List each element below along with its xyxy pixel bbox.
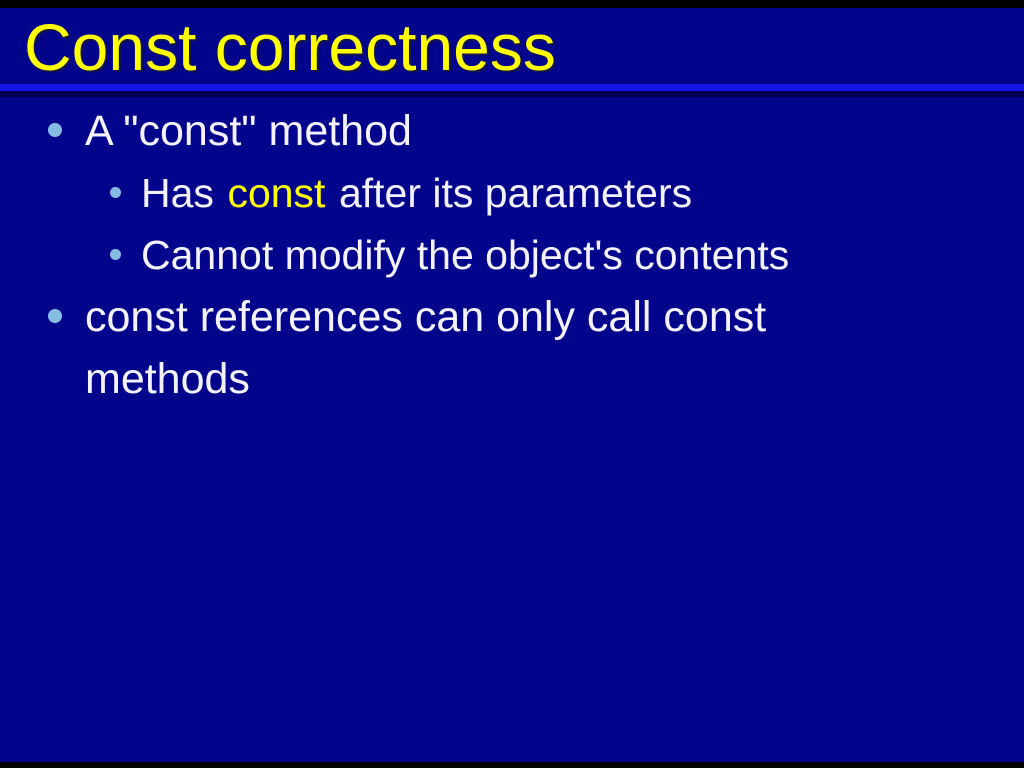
bullet-icon <box>110 249 121 260</box>
bullet-icon <box>48 309 62 323</box>
bullet-item <box>0 224 1024 286</box>
bullet-item <box>0 286 1024 410</box>
bullet-item <box>0 162 1024 224</box>
slide-title: Const correctness <box>24 10 556 84</box>
slide-background <box>0 8 1024 762</box>
keyword-highlight: const <box>227 170 326 216</box>
bullet-text-pre: Has <box>141 170 214 216</box>
bullet-text: const references can only call const methods <box>85 293 767 403</box>
bullet-icon <box>48 123 62 137</box>
bullet-text: Cannot modify the object's contents <box>141 232 790 278</box>
bullet-icon <box>110 187 121 198</box>
title-underline <box>0 84 1024 97</box>
bullet-item <box>0 100 1024 162</box>
bullet-text: A "const" method <box>85 107 412 155</box>
slide-body <box>0 100 1024 410</box>
bullet-text <box>141 162 692 224</box>
bullet-text-post: after its parameters <box>338 170 693 216</box>
bullet-list <box>0 100 1024 410</box>
